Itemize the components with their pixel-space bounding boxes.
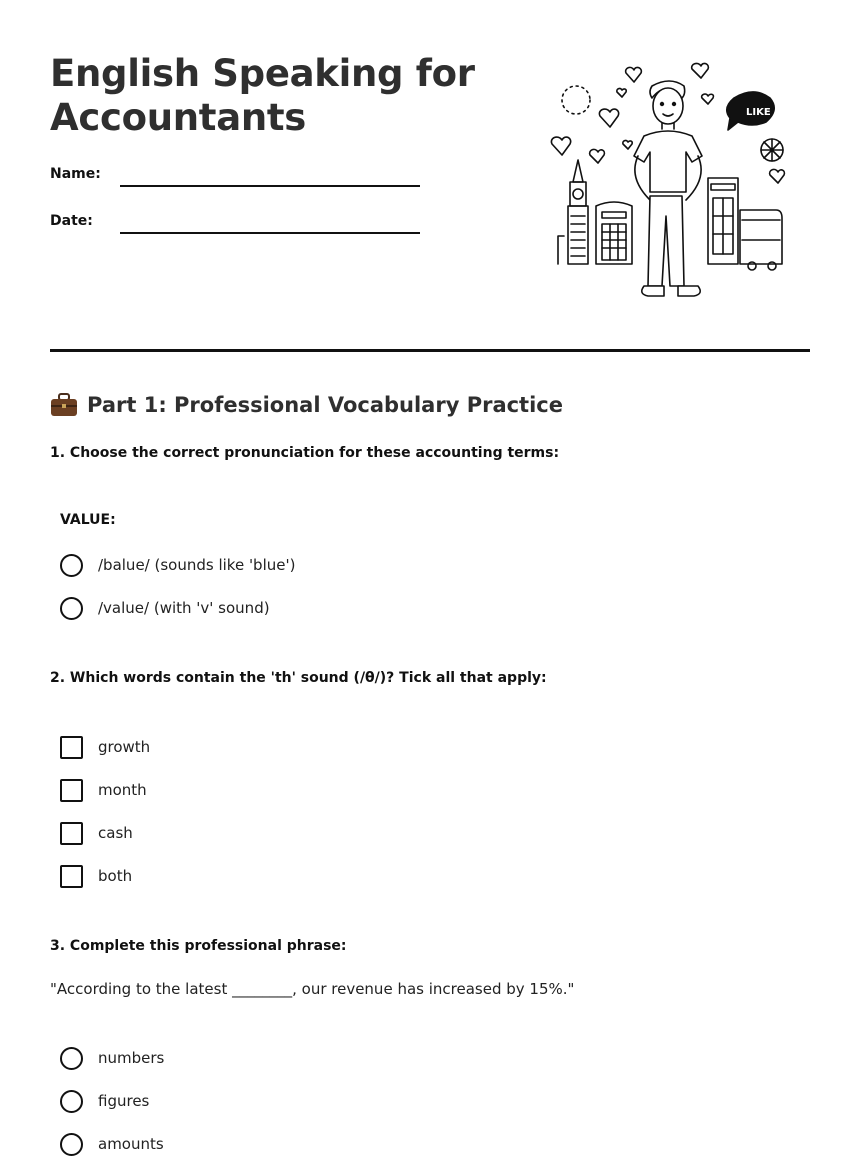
speech-bubble-text: LIKE — [746, 107, 771, 118]
checkbox[interactable] — [60, 779, 83, 802]
speech-bubble — [727, 92, 774, 130]
q2-option-month[interactable] — [60, 777, 147, 803]
option-label: amounts — [98, 1135, 164, 1153]
radio-button[interactable] — [60, 1133, 83, 1156]
checkbox[interactable] — [60, 865, 83, 888]
part1-heading-text: Part 1: Professional Vocabulary Practice — [87, 393, 563, 417]
q3-option-numbers[interactable] — [60, 1045, 164, 1071]
option-label: month — [98, 781, 147, 799]
radio-button[interactable] — [60, 554, 83, 577]
option-label: /value/ (with 'v' sound) — [98, 599, 270, 617]
question-3: 3. Complete this professional phrase: — [50, 938, 347, 954]
phone-box-right — [708, 178, 738, 264]
bus-doodle — [740, 210, 782, 270]
option-label: figures — [98, 1092, 150, 1110]
option-label: growth — [98, 738, 151, 756]
radio-button[interactable] — [60, 597, 83, 620]
word-value-label: VALUE: — [60, 512, 116, 528]
q3-option-amounts[interactable] — [60, 1131, 164, 1157]
question-2: 2. Which words contain the 'th' sound (/θ/)? Tick all that apply: — [50, 670, 547, 686]
name-label: Name: — [50, 166, 101, 182]
option-label: /balue/ (sounds like 'blue') — [98, 556, 296, 574]
part1-heading — [50, 390, 563, 420]
q1-option-2[interactable] — [60, 595, 270, 621]
boy-figure — [634, 81, 702, 296]
q3-option-figures[interactable] — [60, 1088, 149, 1114]
name-field[interactable] — [50, 166, 430, 196]
phone-box-left — [596, 202, 632, 264]
big-ben-tower — [558, 160, 588, 264]
date-label: Date: — [50, 213, 93, 229]
radio-button[interactable] — [60, 1090, 83, 1113]
name-input-line[interactable] — [120, 185, 420, 187]
checkbox[interactable] — [60, 822, 83, 845]
q2-option-cash[interactable] — [60, 820, 133, 846]
checkbox[interactable] — [60, 736, 83, 759]
date-field[interactable] — [50, 213, 430, 243]
option-label: numbers — [98, 1049, 165, 1067]
option-label: cash — [98, 824, 133, 842]
briefcase-icon — [50, 393, 78, 417]
page-title: English Speaking for Accountants — [50, 52, 475, 139]
date-input-line[interactable] — [120, 232, 420, 234]
phrase-text: "According to the latest ________, our revenue has increased by 15%." — [50, 980, 575, 998]
header-divider — [50, 349, 810, 352]
q2-option-growth[interactable] — [60, 734, 150, 760]
q1-option-1[interactable] — [60, 552, 295, 578]
dotted-circle-doodle — [562, 86, 590, 114]
radio-button[interactable] — [60, 1047, 83, 1070]
q2-option-both[interactable] — [60, 863, 132, 889]
boy-london-illustration — [548, 60, 788, 310]
question-1: 1. Choose the correct pronunciation for these accounting terms: — [50, 445, 560, 461]
option-label: both — [98, 867, 133, 885]
